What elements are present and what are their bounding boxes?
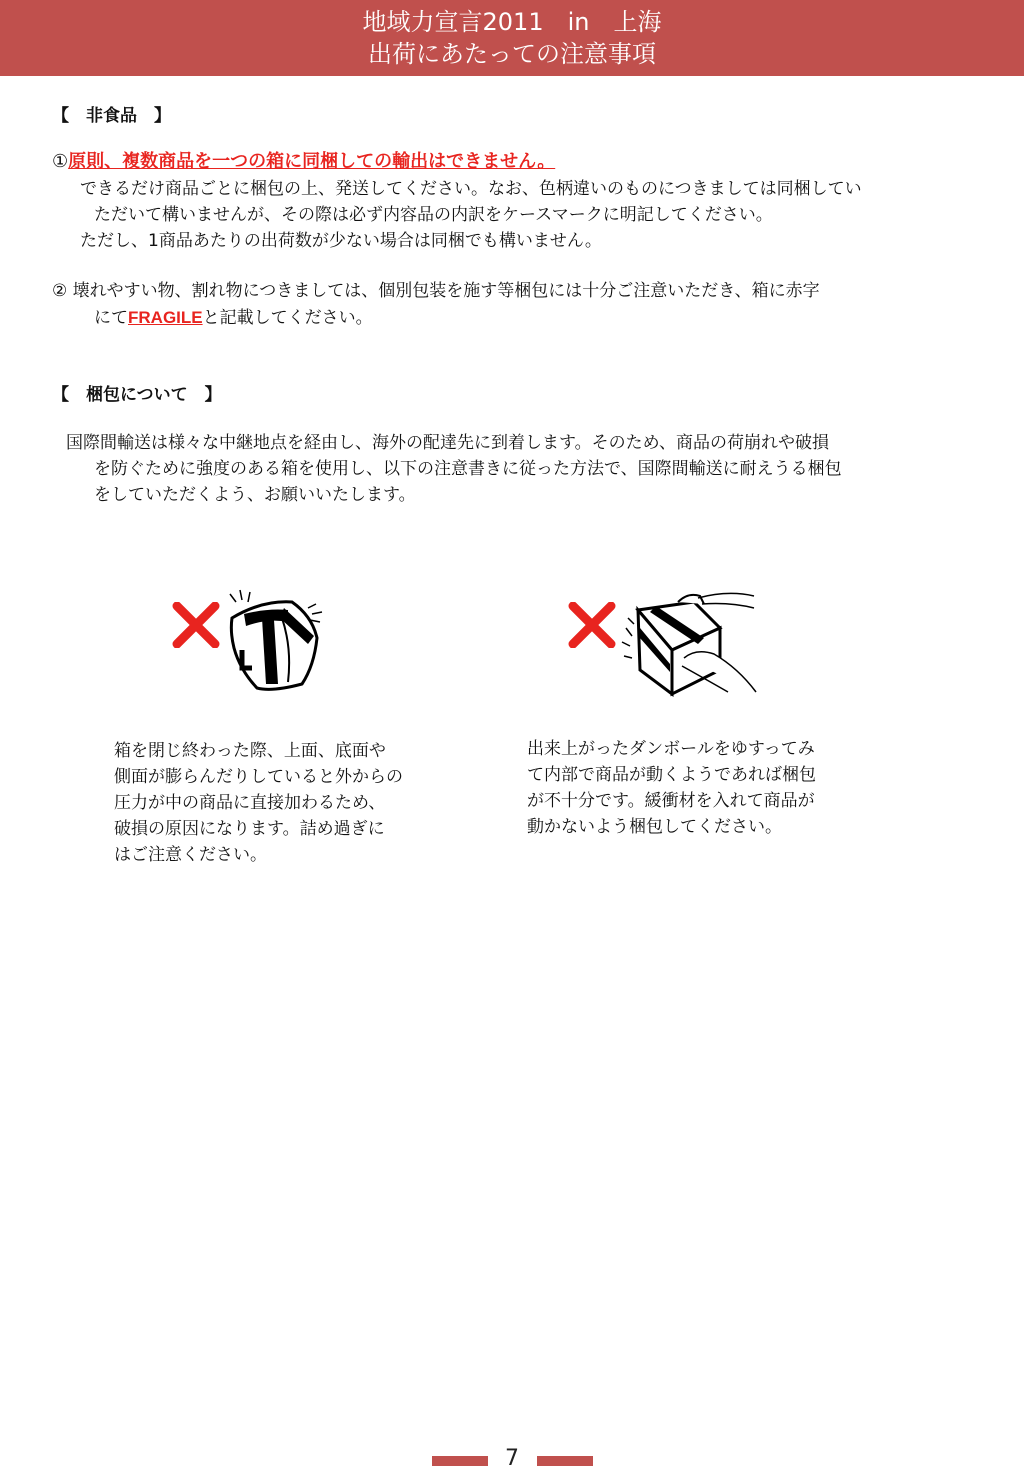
right-caption-line: 動かないよう梱包してください。 bbox=[527, 817, 782, 837]
footer-bar-right bbox=[537, 1456, 593, 1466]
header-title-line2: 出荷にあたっての注意事項 bbox=[368, 40, 656, 68]
item1-line2: ただいて構いませんが、その際は必ず内容品の内訳をケースマークに明記してください。 bbox=[94, 205, 773, 225]
item2-suffix: と記載してください。 bbox=[202, 308, 373, 328]
left-caption-line: 圧力が中の商品に直接加わるため、 bbox=[114, 793, 386, 813]
header-title-line1: 地域力宣言2011 in 上海 bbox=[362, 8, 662, 36]
page-number: 7 bbox=[505, 1446, 519, 1471]
footer-bar-left bbox=[432, 1456, 488, 1466]
item1-line3: ただし、1商品あたりの出荷数が少ない場合は同梱でも構いません。 bbox=[80, 231, 602, 251]
item1-line1: できるだけ商品ごとに梱包の上、発送してください。なお、色柄違いのものにつきましては同梱してい bbox=[80, 179, 862, 199]
item2-prefix: にて bbox=[94, 308, 128, 328]
packing-heading: 【 梱包について 】 bbox=[52, 385, 222, 405]
bulging-box-illustration bbox=[222, 588, 332, 698]
right-caption-line: が不十分です。緩衝材を入れて商品が bbox=[527, 791, 815, 811]
item2-line1: ② 壊れやすい物、割れ物につきましては、個別包装を施す等梱包には十分ご注意いただき、箱に赤字 bbox=[52, 281, 820, 301]
left-caption-line: 箱を閉じ終わった際、上面、底面や bbox=[114, 741, 386, 761]
packing-line2: を防ぐために強度のある箱を使用し、以下の注意書きに従った方法で、国際間輸送に耐えうる梱包 bbox=[94, 459, 842, 479]
packing-line3: をしていただくよう、お願いいたします。 bbox=[94, 485, 416, 505]
left-caption-line: 側面が膨らんだりしていると外からの bbox=[114, 767, 403, 787]
item1-number: ① bbox=[52, 151, 69, 172]
item1-title-line bbox=[52, 149, 555, 175]
item2-line2 bbox=[94, 305, 373, 331]
prohibited-cross-icon-right bbox=[568, 602, 616, 648]
item1-title: 原則、複数商品を一つの箱に同梱しての輸出はできません。 bbox=[68, 151, 556, 172]
page-header bbox=[0, 0, 1024, 76]
shaking-box-illustration bbox=[618, 588, 758, 704]
fragile-label: FRAGILE bbox=[128, 308, 203, 327]
prohibited-cross-icon-left bbox=[172, 602, 220, 648]
left-caption-line: 破損の原因になります。詰め過ぎに bbox=[114, 819, 385, 839]
left-caption-line: はご注意ください。 bbox=[114, 845, 267, 865]
non-food-heading: 【 非食品 】 bbox=[52, 106, 171, 126]
right-caption-line: 出来上がったダンボールをゆすってみ bbox=[527, 739, 815, 759]
packing-line1: 国際間輸送は様々な中継地点を経由し、海外の配達先に到着します。そのため、商品の荷崩れや破損 bbox=[66, 433, 829, 453]
left-caption bbox=[114, 738, 403, 868]
right-caption-line: て内部で商品が動くようであれば梱包 bbox=[527, 765, 816, 785]
right-caption bbox=[527, 736, 816, 840]
